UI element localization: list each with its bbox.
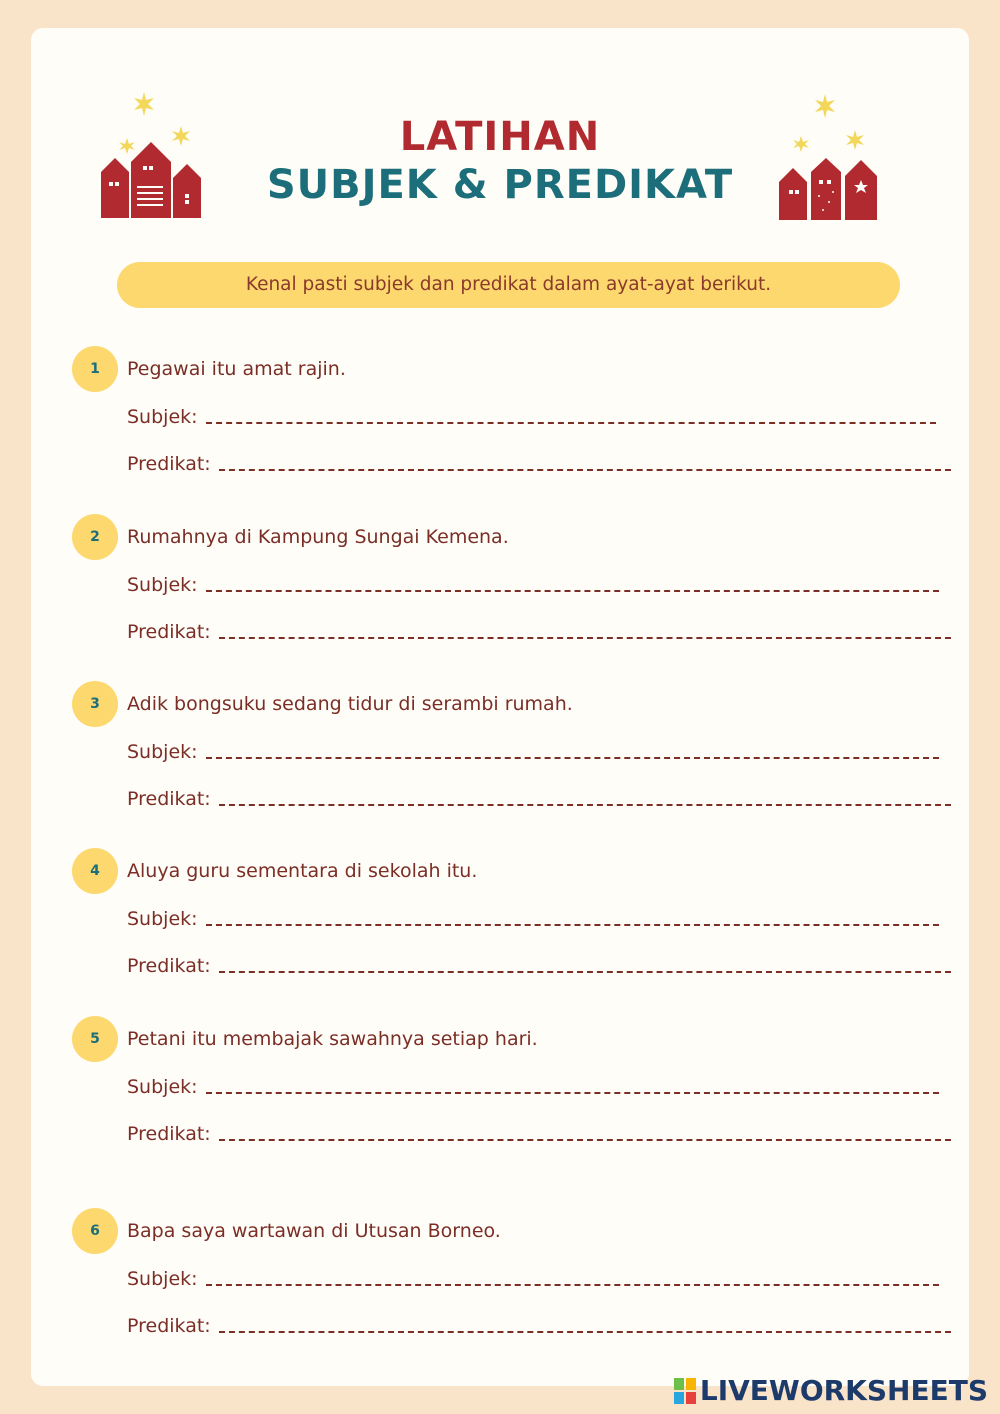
star-icon <box>793 94 864 152</box>
subject-answer-line[interactable] <box>127 406 936 428</box>
predicate-answer-blank[interactable] <box>219 636 951 639</box>
subject-label: Subjek: <box>127 574 198 596</box>
question-item <box>31 693 969 833</box>
question-item <box>31 860 969 1000</box>
subject-answer-blank[interactable] <box>206 756 939 759</box>
subject-label: Subjek: <box>127 1076 198 1098</box>
predicate-answer-line[interactable] <box>127 621 951 643</box>
subject-answer-line[interactable] <box>127 741 939 763</box>
question-number-badge: 2 <box>72 514 118 560</box>
subject-label: Subjek: <box>127 908 198 930</box>
predicate-answer-line[interactable] <box>127 1315 951 1337</box>
question-item <box>31 526 969 666</box>
question-number-badge: 1 <box>72 346 118 392</box>
question-sentence: Bapa saya wartawan di Utusan Borneo. <box>127 1220 501 1242</box>
question-item <box>31 1028 969 1168</box>
liveworksheets-logo-icon <box>674 1378 696 1404</box>
worksheet-sheet <box>31 28 969 1386</box>
subject-answer-line[interactable] <box>127 1076 939 1098</box>
subject-answer-blank[interactable] <box>206 923 939 926</box>
liveworksheets-brand <box>674 1374 988 1407</box>
instruction-banner: Kenal pasti subjek dan predikat dalam ayat-ayat berikut. <box>117 262 900 308</box>
subject-answer-blank[interactable] <box>206 1283 939 1286</box>
question-number-badge: 3 <box>72 681 118 727</box>
predicate-answer-line[interactable] <box>127 1123 951 1145</box>
question-sentence: Petani itu membajak sawahnya setiap hari. <box>127 1028 538 1050</box>
question-number-badge: 4 <box>72 848 118 894</box>
predicate-label: Predikat: <box>127 788 211 810</box>
subject-answer-line[interactable] <box>127 1268 939 1290</box>
question-sentence: Aluya guru sementara di sekolah itu. <box>127 860 478 882</box>
question-item <box>31 1220 969 1360</box>
predicate-answer-blank[interactable] <box>219 970 951 973</box>
predicate-label: Predikat: <box>127 1123 211 1145</box>
question-sentence: Rumahnya di Kampung Sungai Kemena. <box>127 526 509 548</box>
question-sentence: Adik bongsuku sedang tidur di serambi rumah. <box>127 693 573 715</box>
predicate-answer-line[interactable] <box>127 453 951 475</box>
subject-answer-blank[interactable] <box>206 1091 939 1094</box>
subject-label: Subjek: <box>127 406 198 428</box>
house-cluster-right-icon <box>775 92 885 222</box>
question-item <box>31 358 969 498</box>
brand-text: LIVEWORKSHEETS <box>699 1374 988 1407</box>
predicate-answer-line[interactable] <box>127 788 951 810</box>
predicate-label: Predikat: <box>127 453 211 475</box>
predicate-answer-blank[interactable] <box>219 468 951 471</box>
predicate-label: Predikat: <box>127 1315 211 1337</box>
predicate-answer-blank[interactable] <box>219 1138 951 1141</box>
title-line-2: SUBJEK & PREDIKAT <box>266 162 734 208</box>
title-line-1: LATIHAN <box>399 114 601 160</box>
predicate-label: Predikat: <box>127 955 211 977</box>
subject-label: Subjek: <box>127 1268 198 1290</box>
predicate-answer-line[interactable] <box>127 955 951 977</box>
subject-answer-line[interactable] <box>127 574 939 596</box>
question-number-badge: 5 <box>72 1016 118 1062</box>
predicate-answer-blank[interactable] <box>219 803 951 806</box>
predicate-label: Predikat: <box>127 621 211 643</box>
subject-answer-blank[interactable] <box>206 589 939 592</box>
subject-label: Subjek: <box>127 741 198 763</box>
question-sentence: Pegawai itu amat rajin. <box>127 358 346 380</box>
subject-answer-line[interactable] <box>127 908 939 930</box>
question-number-badge: 6 <box>72 1208 118 1254</box>
subject-answer-blank[interactable] <box>206 421 936 424</box>
predicate-answer-blank[interactable] <box>219 1330 951 1333</box>
